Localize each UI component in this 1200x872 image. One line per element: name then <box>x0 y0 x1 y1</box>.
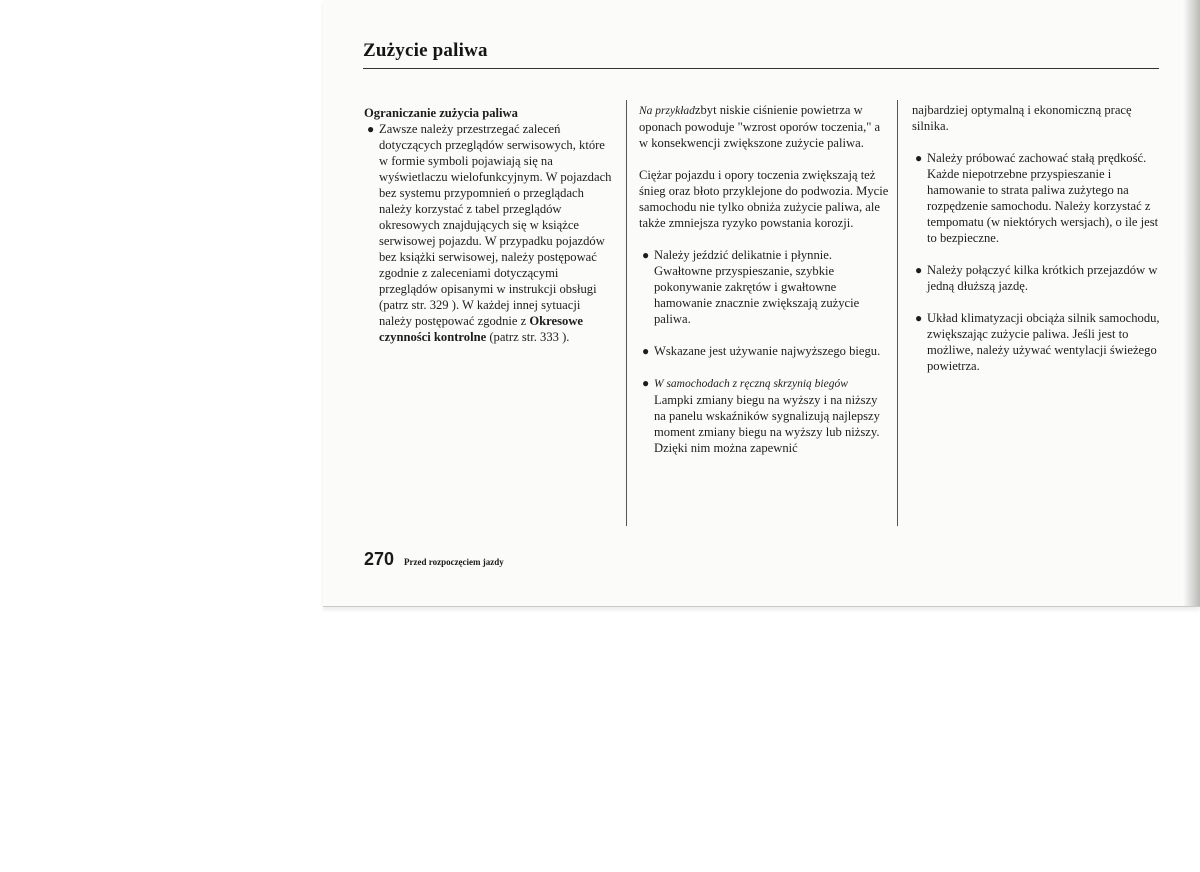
bullet-text: Należy próbować zachować stałą prędkość. Każde niepotrzebne przyspieszanie i hamowanie to strata paliwa zużytego na rozpędzenie samochodu. Należy korzystać z tempomatu (w niektórych wersjach), o ile jest to bezpieczne. <box>927 151 1159 245</box>
bullet-item <box>364 121 614 345</box>
section-footer: Przed rozpoczęciem jazdy <box>404 557 504 567</box>
bullet-icon: ● <box>915 263 923 277</box>
cross-reference-link[interactable]: Okresowe czynności kontrolne <box>379 314 584 344</box>
page-edge-shadow <box>1182 0 1200 606</box>
column-divider <box>897 100 898 526</box>
bullet-text: Układ klimatyzacji obciąża silnik samochodu, zwiększając zużycie paliwa. Jeśli jest to możliwe, należy używać wentylacji świeżego powietrza. <box>927 311 1160 373</box>
bullet-icon: ● <box>642 344 650 358</box>
column-divider <box>626 100 627 526</box>
bullet-text: Należy połączyć kilka krótkich przejazdów w jedną dłuższą jazdę. <box>927 263 1158 293</box>
bullet-icon: ● <box>915 311 923 325</box>
bullet-text: Wskazane jest używanie najwyższego biegu. <box>654 344 881 358</box>
bullet-text-end: (patrz str. 333 ). <box>489 330 570 344</box>
example-label: Na przykład <box>639 105 695 117</box>
page-title: Zużycie paliwa <box>363 40 488 61</box>
section-heading: Ograniczanie zużycia paliwa <box>364 106 518 120</box>
bullet-item <box>912 150 1164 246</box>
column-right <box>912 102 1164 390</box>
column-middle <box>639 102 889 472</box>
example-text: zbyt niskie ciśnienie powietrza w oponach powoduje "wzrost oporów toczenia," a w konsekwencji zwiększone zużycie paliwa. <box>639 103 881 150</box>
bullet-icon: ● <box>642 376 650 390</box>
paragraph-continued: najbardziej optymalną i ekonomiczną pracę silnika. <box>912 103 1132 133</box>
column-left <box>364 105 614 345</box>
page-number: 270 <box>364 549 395 569</box>
bullet-icon: ● <box>915 151 923 165</box>
bullet-icon: ● <box>367 122 375 136</box>
paragraph: Ciężar pojazdu i opory toczenia zwiększają też śnieg oraz błoto przyklejone do podwozia. Mycie samochodu nie tylko obniża zużycie paliwa, ale także zmniejsza ryzyko powstania korozji. <box>639 168 889 230</box>
bullet-text: Zawsze należy przestrzegać zaleceń dotyczących przeglądów serwisowych, które w formie symboli pojawiają się na wyświetlaczu wielofunkcyjnym. W pojazdach bez systemu przypomnień o przeglądach należy korzystać z tabel przeglądów okresowych znajdujących się w książce serwisowej pojazdu. W przypadku pojazdów bez książki serwisowej, należy postępować zgodnie z zaleceniami dotyczącymi przeglądów opisanymi w instrukcji obsługi (patrz str. 329 ). W każdej innej sytuacji należy postępować zgodnie z <box>379 122 612 328</box>
bullet-text: Lampki zmiany biegu na wyższy i na niższy na panelu wskaźników sygnalizują najlepszy moment zmiany biegu na wyższy lub niższy. Dzięki nim można zapewnić <box>654 393 880 455</box>
bullet-item <box>639 343 889 359</box>
bullet-item <box>639 375 889 456</box>
bullet-icon: ● <box>642 248 650 262</box>
title-rule <box>363 68 1159 69</box>
bullet-text: Należy jeździć delikatnie i płynnie. Gwałtowne przyspieszanie, szybkie pokonywanie zakrętów i gwałtowne hamowanie znacznie zwiększają zużycie paliwa. <box>654 248 860 326</box>
paragraph-example <box>639 102 889 151</box>
bullet-label: W samochodach z ręczną skrzynią biegów <box>654 378 848 390</box>
bullet-item <box>912 310 1164 374</box>
bullet-item <box>912 262 1164 294</box>
bullet-item <box>639 247 889 327</box>
